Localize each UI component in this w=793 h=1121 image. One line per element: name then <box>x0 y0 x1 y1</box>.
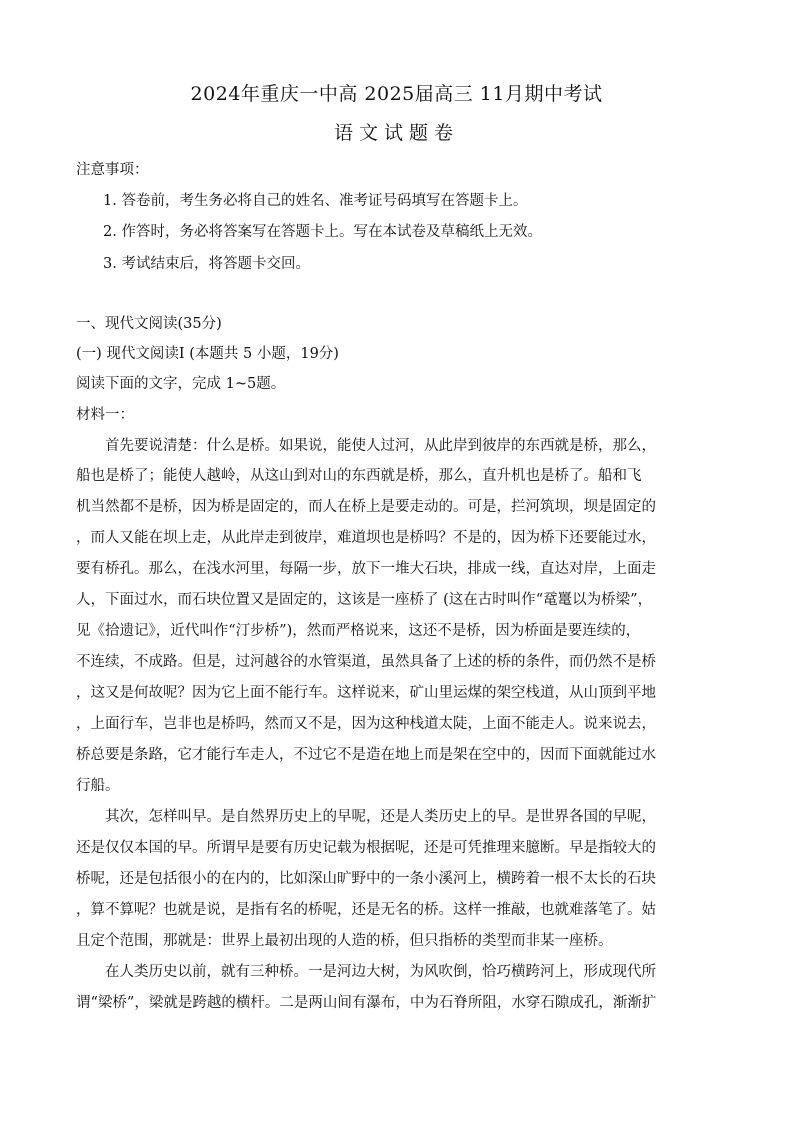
notice-heading: 注意事项： <box>76 162 149 178</box>
passage-line: 在人类历史以前，就有三种桥。一是河边大树，为风吹倒，恰巧横跨河上，形成现代所 <box>76 964 656 980</box>
reading-instruction: 阅读下面的文字，完成 1~5题。 <box>76 376 286 392</box>
section-heading: 一、现代文阅读(35分) <box>76 316 222 332</box>
passage-line: 桥呢，还是包括很小的在内的，比如深山旷野中的一条小溪河上，横跨着一根不太长的石块 <box>76 871 656 887</box>
passage-line: 桥总要是条路，它才能行车走人，不过它不是造在地上而是架在空中的，因而下面就能过水 <box>76 747 656 763</box>
passage-line: 且定个范围，那就是：世界上最初出现的人造的桥，但只指桥的类型而非某一座桥。 <box>76 933 613 949</box>
subsection-heading: (一) 现代文阅读Ⅰ (本题共 5 小题，19分) <box>76 346 339 362</box>
passage-line: 行船。 <box>76 778 120 794</box>
notice-item: 3. 考试结束后，将答题卡交回。 <box>103 256 310 272</box>
notice-item: 1. 答卷前，考生务必将自己的姓名、准考证号码填写在答题卡上。 <box>103 193 528 209</box>
notice-item: 2. 作答时，务必将答案写在答题卡上。写在本试卷及草稿纸上无效。 <box>103 224 542 240</box>
passage-line: 首先要说清楚：什么是桥。如果说，能使人过河，从此岸到彼岸的东西就是桥，那么， <box>76 438 656 454</box>
passage-line: 要有桥孔。那么，在浅水河里，每隔一步，放下一堆大石块，排成一线，直达对岸，上面走 <box>76 561 656 577</box>
passage-line: 谓“梁桥”，梁就是跨越的横杆。二是两山间有瀑布，中为石脊所阻，水穿石隙成孔，渐渐扩 <box>76 995 657 1011</box>
passage-line: 还是仅仅本国的早。所谓早是要有历史记载为根据呢，还是可凭推理来臆断。早是指较大的 <box>76 840 656 856</box>
passage-line: ，算不算呢？也就是说，是指有名的桥呢，还是无名的桥。这样一推敲，也就难落笔了。姑 <box>76 902 656 918</box>
passage-line: 人，下面过水，而石块位置又是固定的，这该是一座桥了 (这在古时叫作“鼋鼍以为桥梁”， <box>76 592 653 608</box>
passage-line: ，而人又能在坝上走，从此岸走到彼岸，难道坝也是桥吗？不是的，因为桥下还要能过水， <box>76 530 656 546</box>
exam-subtitle: 语文试题卷 <box>333 122 459 144</box>
passage-line: 见《拾遗记》，近代叫作“汀步桥”)，然而严格说来，这还不是桥，因为桥面是要连续的， <box>76 623 641 639</box>
exam-title: 2024年重庆一中高 2025届高三 11月期中考试 <box>190 83 603 105</box>
passage-line: ，上面行车，岂非也是桥吗，然而又不是，因为这种栈道太陡，上面不能走人。说来说去， <box>76 716 656 732</box>
passage-line: ，这又是何故呢？因为它上面不能行车。这样说来，矿山里运煤的架空栈道，从山顶到平地 <box>76 685 656 701</box>
material-label: 材料一： <box>76 407 134 423</box>
passage-line: 其次，怎样叫早。是自然界历史上的早呢，还是人类历史上的早。是世界各国的早呢， <box>76 809 656 825</box>
passage-line: 不连续，不成路。但是，过河越谷的水管渠道，虽然具备了上述的桥的条件，而仍然不是桥 <box>76 654 656 670</box>
passage-line: 船也是桥了；能使人越岭，从这山到对山的东西就是桥，那么，直升机也是桥了。船和飞 <box>76 468 642 484</box>
passage-line: 机当然都不是桥，因为桥是固定的，而人在桥上是要走动的。可是，拦河筑坝，坝是固定的 <box>76 499 656 515</box>
